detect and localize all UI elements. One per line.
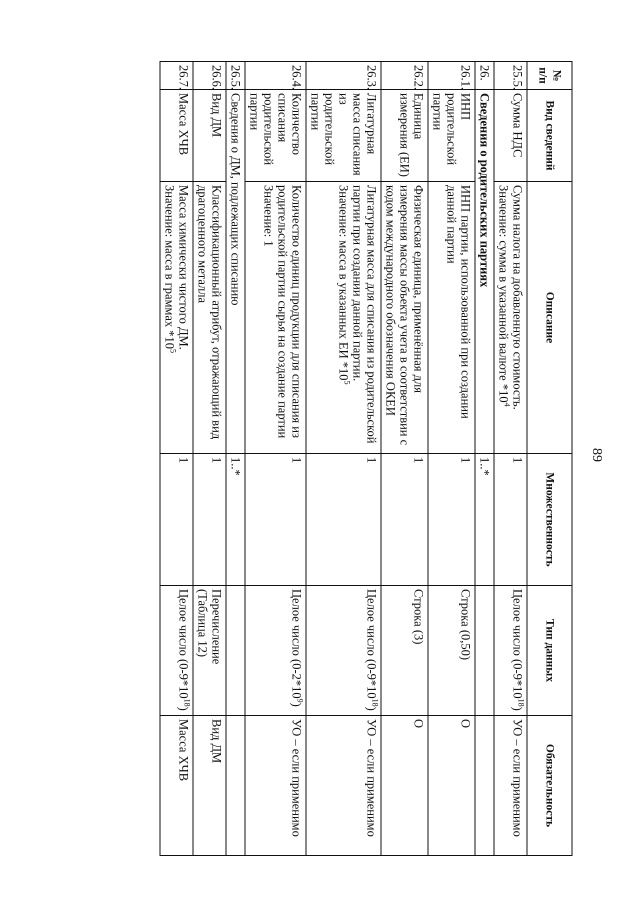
cell-obligation: УО – если применимо <box>494 716 527 856</box>
cell-multiplicity: 1 <box>193 454 226 586</box>
requirements-table <box>160 61 573 856</box>
table-row <box>193 62 226 856</box>
cell-num: 26.4. <box>245 62 306 90</box>
header-num: № п/п <box>527 62 572 90</box>
table-row <box>381 62 428 856</box>
cell-obligation: О <box>381 716 428 856</box>
cell-data-type: Целое число $(0-9*10^{18})$ <box>494 586 527 716</box>
cell-data-type <box>226 586 245 716</box>
cell-kind: Количество списания родительской партии <box>245 90 306 182</box>
table-header-row <box>527 62 572 856</box>
header-data-type: Тип данных <box>527 586 572 716</box>
cell-multiplicity: 1 <box>160 454 193 586</box>
header-obligation: Обязательность <box>527 716 572 856</box>
cell-multiplicity: 1 <box>381 454 428 586</box>
table-row <box>494 62 527 856</box>
cell-data-type: Целое число $(0-9*10^{18})$ <box>160 586 193 716</box>
section-row <box>475 62 494 856</box>
cell-description: Количество единиц продукции для списания из родительской партии сырья на создание партии Значение: 1 <box>245 182 306 454</box>
cell-description: Классификационный атрибут, отражающий вид драгоценного металла <box>193 182 226 454</box>
cell-kind: Единица измерения (ЕИ) <box>381 90 428 182</box>
cell-description: Сумма налога на добавленную стоимость. Значение: сумма в указанной валюте $*10^4$ <box>494 182 527 454</box>
cell-num: 25.5. <box>494 62 527 90</box>
cell-description: Физическая единица, применённая для измерения массы объекта учета в соответствии с кодом международного обозначения ОКЕИ <box>381 182 428 454</box>
cell-num: 26.7. <box>160 62 193 90</box>
cell-description: Масса химически чистого ДМ. Значение: масса в граммах $*10^5$ <box>160 182 193 454</box>
section-title: Сведения о родительских партиях <box>475 90 494 454</box>
page-number: 89 <box>589 448 604 462</box>
table-row <box>160 62 193 856</box>
cell-num: 26.3. <box>306 62 381 90</box>
header-kind: Вид сведений <box>527 90 572 182</box>
cell-multiplicity: 1 <box>245 454 306 586</box>
cell-obligation: УО – если применимо <box>245 716 306 856</box>
cell-data-type: Перечисление (Таблица 12) <box>193 586 226 716</box>
cell-kind: Лигатурная масса списания из родительской партии <box>306 90 381 182</box>
cell-kind: Сумма НДС <box>494 90 527 182</box>
cell-data-type: Целое число $(0-2*10^9)$ <box>245 586 306 716</box>
section-row <box>226 62 245 856</box>
cell-data-type: Целое число $(0-9*10^{18})$ <box>306 586 381 716</box>
cell-description: Лигатурная масса для списания из родительской партии при создании данной партии. Значение: масса в указанных ЕИ $*10^5$ <box>306 182 381 454</box>
cell-multiplicity: 1 <box>494 454 527 586</box>
cell-obligation: Вид ДМ <box>193 716 226 856</box>
cell-obligation <box>475 716 494 856</box>
cell-kind: Масса ХЧВ <box>160 90 193 182</box>
table-row <box>428 62 475 856</box>
cell-multiplicity: 1..* <box>475 454 494 586</box>
cell-obligation: Масса ХЧВ <box>160 716 193 856</box>
cell-num: 26.5. <box>226 62 245 90</box>
cell-kind: Вид ДМ <box>193 90 226 182</box>
cell-obligation: О <box>428 716 475 856</box>
cell-num: 26.6. <box>193 62 226 90</box>
cell-data-type <box>475 586 494 716</box>
header-description: Описание <box>527 182 572 454</box>
table-row <box>245 62 306 856</box>
cell-data-type: Строка (3) <box>381 586 428 716</box>
cell-num: 26.1. <box>428 62 475 90</box>
section-title: Сведения о ДМ, подлежащих списанию <box>226 90 245 454</box>
cell-obligation: УО – если применимо <box>306 716 381 856</box>
cell-description: ИНП партии, использованной при создании данной партии <box>428 182 475 454</box>
cell-obligation <box>226 716 245 856</box>
rotated-table-container <box>68 61 573 855</box>
cell-num: 26. <box>475 62 494 90</box>
cell-multiplicity: 1 <box>428 454 475 586</box>
cell-multiplicity: 1 <box>306 454 381 586</box>
cell-num: 26.2. <box>381 62 428 90</box>
header-multiplicity: Множественность <box>527 454 572 586</box>
cell-multiplicity: 1..* <box>226 454 245 586</box>
table-row <box>306 62 381 856</box>
cell-kind: ИНП родительской партии <box>428 90 475 182</box>
cell-data-type: Строка (0,50) <box>428 586 475 716</box>
